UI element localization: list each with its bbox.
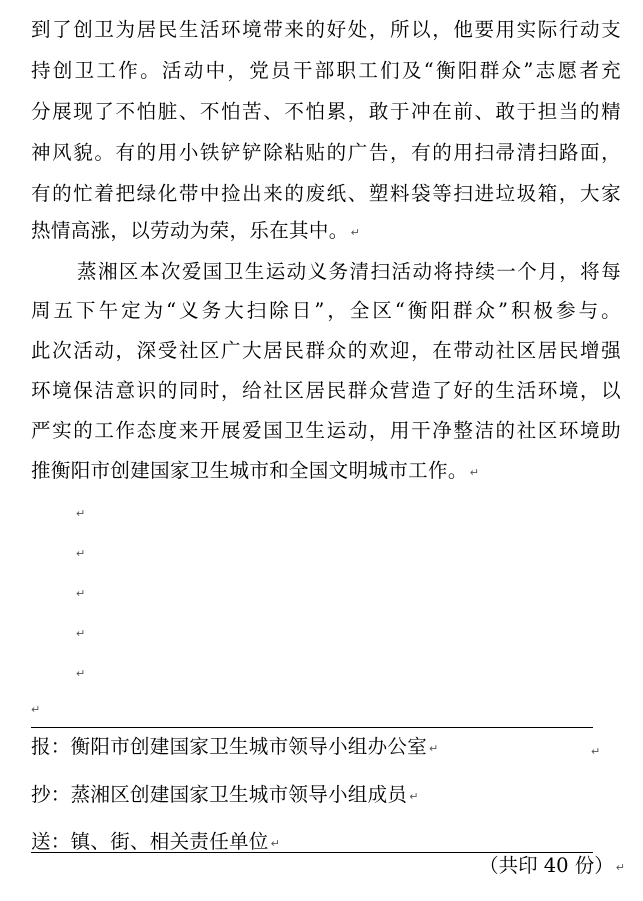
report-to-line [31,732,439,762]
report-to-text: 报：衡阳市创建国家卫生城市领导小组办公室 [31,735,428,758]
paragraph-2-line-3: 此次活动，深受社区广大居民群众的欢迎，在带动社区居民增强 [31,339,621,362]
paragraph-mark-icon: ↵ [270,837,281,850]
send-to-text: 送：镇、街、相关责任单位 [31,830,269,853]
copy-to-text: 抄：蒸湘区创建国家卫生城市领导小组成员 [31,783,408,806]
paragraph-1-line-1: 到了创卫为居民生活环境带来的好处，所以，他要用实际行动支 [31,18,621,41]
paragraph-1-line-4: 神风貌。有的用小铁铲铲除粘贴的广告，有的用扫帚清扫路面， [31,141,621,164]
empty-paragraph-mark-icon: ↵ [31,703,41,716]
cell-end-mark-icon: ↵ [591,745,601,758]
paragraph-mark-icon: ↵ [469,466,480,479]
paragraph-2-line-6-text: 推衡阳市创建国家卫生城市和全国文明城市工作。 [31,459,468,482]
top-rule [31,727,593,728]
copy-to-line [31,780,419,810]
paragraph-1-line-3: 分展现了不怕脏、不怕苦、不怕累，敢于冲在前、敢于担当的精 [31,100,621,123]
copies-printed-line [479,851,625,881]
empty-paragraph-mark-icon: ↵ [76,507,86,520]
paragraph-1-line-6 [31,216,360,246]
paragraph-1-line-2: 持创卫工作。活动中，党员干部职工们及“衡阳群众”志愿者充 [31,59,621,82]
paragraph-mark-icon: ↵ [350,226,361,239]
empty-paragraph-mark-icon: ↵ [76,667,86,680]
paragraph-2-line-5: 严实的工作态度来开展爱国卫生运动，用干净整洁的社区环境助 [31,419,621,442]
paragraph-2-line-2: 周五下午定为“义务大扫除日”，全区“衡阳群众”积极参与。 [31,299,621,322]
paragraph-1-line-6-text: 热情高涨，以劳动为荣，乐在其中。 [31,219,349,242]
empty-paragraph-mark-icon: ↵ [76,587,86,600]
paragraph-mark-icon: ↵ [429,742,439,755]
paragraph-1-line-5: 有的忙着把绿化带中捡出来的废纸、塑料袋等扫进垃圾箱，大家 [31,182,621,205]
paragraph-mark-icon: ↵ [615,861,625,874]
copies-printed-text: （共印 40 份） [479,854,614,877]
paragraph-2-line-1: 蒸湘区本次爱国卫生运动义务清扫活动将持续一个月，将每 [77,260,621,283]
paragraph-2-line-6 [31,456,479,486]
paragraph-mark-icon: ↵ [409,790,419,803]
empty-paragraph-mark-icon: ↵ [76,627,86,640]
empty-paragraph-mark-icon: ↵ [76,547,86,560]
paragraph-2-line-4: 环境保洁意识的同时，给社区居民群众营造了好的生活环境，以 [31,379,621,402]
